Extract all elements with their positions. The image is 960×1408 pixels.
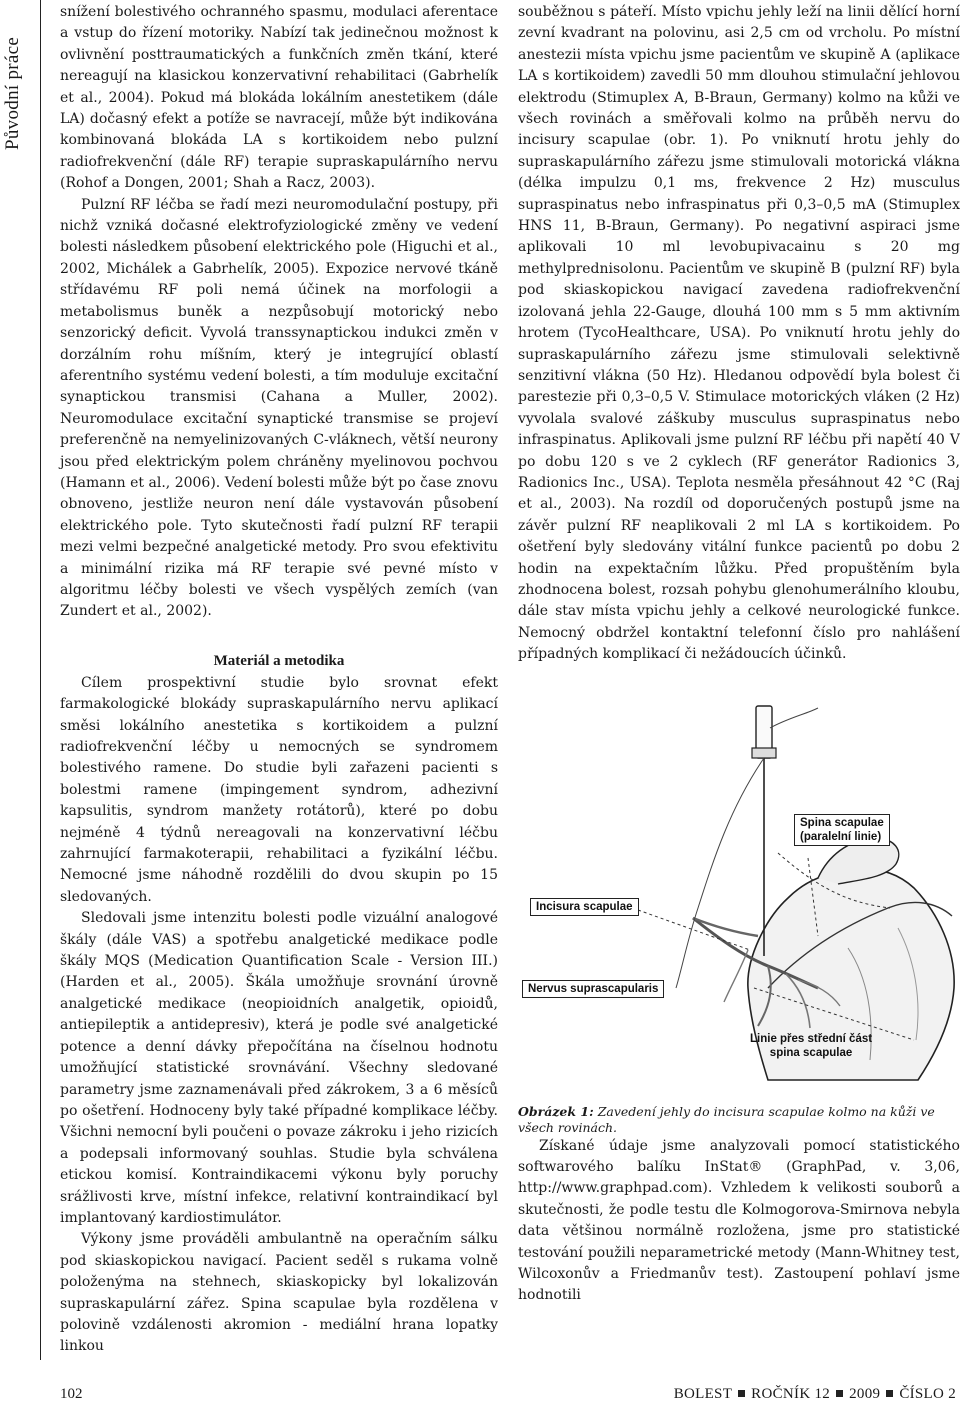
figure-scapula-needle: [518, 688, 960, 1088]
label-line: Linie přes střední část: [750, 1032, 873, 1045]
separator-square: [836, 1390, 843, 1397]
page-number: 102: [60, 1386, 83, 1402]
caption-text: Zavedení jehly do incisura scapulae kolmo na kůži ve všech rovinách.: [518, 1103, 935, 1135]
section-side-label: [0, 0, 41, 1360]
nerve-branch: [724, 950, 748, 1002]
section-heading: Materiál a metodika: [213, 652, 345, 669]
paragraph: Pulzní RF léčba se řadí mezi neuromodulační postupy, při nichž vzniká dočasné elektrofyziologické změny ve vedení bolesti následkem působení elektrického pole (Higuchi et al., 2002, Michálek a Gabrhelík, 2005). Expozice nervové tkáně střídavému RF poli nemá účinek na morfologii a metabolismus buněk a nezpůsobují motorický nebo senzorický deficit. Vyvolá transsynaptickou indukci změn v dorzálním rohu míšním, který je integrující oblastí aferentního systému vedení bolesti, a tím moduluje excitační synaptickou transmisi (Cahana a Muller, 2002). Neuromodulace excitační synaptické transmise se projeví preferenčně na nemyelinizovaných C-vláknech, větší neurony jsou před elektrickým polem chráněny myelinovou pochvou (Hamann et al., 2006). Vedení bolesti může být po čase znovu obnoveno, jestliže neuron není dále vystavován působení elektrického pole. Tyto skutečnosti řadí pulzní RF terapii mezi velmi bezpečné analgetické metody. Pro svou efektivitu a minimální rizika má RF terapie své pevné místo v algoritmu léčby bolesti ve všech vyspělých zemích (van Zundert et al., 2002).: [60, 196, 498, 620]
paragraph: snížení bolestivého ochranného spasmu, modulaci aferentace a vstup do řízení motoriky. Nabízí tak jedinečnou možnost k ovlivnění posttraumatických a funkčních změn tkání, které nereagují na klasickou konzervativní rehabilitaci (Gabrhelík et al., 2004). Pokud má blokáda lokálním anestetikem (dále LA) dočasný efekt a potíže se navracejí, může být indikována kombinovaná blokáda LA s kortikoidem nebo pulzní radiofrekvenční (dále RF) terapie supraskapulárního nervu (Rohof a Dongen, 2001; Shah a Racz, 2003).: [60, 4, 498, 192]
journal-name: BOLEST: [673, 1386, 733, 1402]
needle-wire: [676, 758, 764, 988]
caption-prefix: Obrázek 1:: [518, 1103, 594, 1119]
label-line: (paralelní linie): [800, 830, 882, 843]
paragraph: Získané údaje jsme analyzovali pomocí statistického softwarového balíku InStat® (GraphPad, v. 3,06, http://www.graphpad.com). Vzhledem k velikosti souborů a skutečnosti, že podle testu dle Kolmogorova-Smirnova nebyla data většinou normálně rozložena, jsme pro statistické testování použili neparametrické metody (Mann-Whitney test, Wilcoxonův a Friedmanův test). Zastoupení pohlaví jsme hodnotili: [518, 1137, 960, 1304]
label-incisura-scapulae: Incisura scapulae: [530, 898, 639, 916]
label-linie: [750, 1032, 872, 1060]
label-line: Spina scapulae: [800, 816, 884, 829]
label-spina-scapulae: [794, 814, 890, 846]
right-column: [518, 2, 960, 1307]
left-column: [60, 2, 498, 1358]
label-line: spina scapulae: [769, 1046, 853, 1059]
needle-grip: [752, 748, 776, 758]
scapula-illustration: [518, 688, 960, 1088]
journal-footer: [674, 1386, 956, 1403]
needle-wire: [770, 708, 818, 728]
paragraph: Výkony jsme prováděli ambulantně na operačním sálku pod skiaskopickou navigací. Pacient seděl s rukama volně položenýma na stehnech, skiaskopicky byl lokalizován supraskapulární zářez. Spina scapulae byla rozdělena v polovině vzdálenosti akromion - mediální hrana lopatky linkou: [60, 1231, 498, 1355]
journal-issue: ČÍSLO 2: [899, 1386, 956, 1402]
paragraph: Cílem prospektivní studie bylo srovnat efekt farmakologické blokády supraskapulárního nervu aplikací směsi lokálního anestetika s kortikoidem a pulzní radiofrekvenční léčby u nemocných se syndromem bolestivého ramene. Do studie byli zařazeni pacienti s bolestmi ramene (impingement syndrom, adhezivní kapsulitis, syndrom manžety rotátorů), které po dobu nejméně 4 týdnů nereagovali na konzervativní léčbu zahrnující farmakoterapii, rehabilitaci a fyzikální léčbu. Nemocné jsme náhodně rozdělili do dvou skupin po 15 sledovaných.: [60, 674, 498, 905]
figure-caption: [518, 1104, 960, 1136]
separator-square: [886, 1390, 893, 1397]
label-nervus-suprascapularis: Nervus suprascapularis: [522, 980, 664, 998]
journal-volume: ROČNÍK 12: [751, 1386, 831, 1402]
paragraph: souběžnou s páteří. Místo vpichu jehly leží na linii dělící horní zevní kvadrant na polovinu, asi 2,5 cm od vrcholu. Po místní anestezii místa vpichu jsme pacientům ve skupině A (aplikace LA s kortikoidem) zavedli 50 mm dlouhou stimulační jehlovou elektrodu (Stimuplex A, B-Braun, Germany) kolmo na kůži ve všech rovinách a směřovali kolmo na průběh nervu do incisury scapulae (obr. 1). Po vniknutí hrotu jehly do supraskapulárního zářezu jsme stimulovali motorická vlákna (délka impulzu 0,1 ms, frekvence 2 Hz) musculus supraspinatus nebo infraspinatus při 0,3–0,5 mA (Stimuplex HNS 11, B-Braun, Germany). Po negativní aspiraci jsme aplikovali 10 ml levobupivacainu s 20 mg methylprednisolonu. Pacientům ve skupině B (pulzní RF) byla pod skiaskopickou navigací zavedena radiofrekvenční izolovaná jehla 22-Gauge, dlouhá 100 mm s 5 mm aktivním hrotem (TycoHealthcare, USA). Po vniknutí hrotu jehly do supraskapulárního zářezu jsme stimulovali selektivně senzitivní vlákna (50 Hz). Hledanou odpovědí byla bolest či parestezie při 0,3–0,5 V. Stimulace motorických vláken (2 Hz) vyvolala svalové záškuby musculus supraspinatus nebo infraspinatus. Aplikovali jsme pulzní RF léčbu při napětí 40 V po dobu 120 s ve 2 cyklech (RF generátor Radionics 3, Radionics Inc., USA). Teplota nesměla přesáhnout 42 °C (Raj et al., 2003). Na rozdíl od doporučených postupů jsme na závěr pulzní RF neaplikovali 2 ml LA s kortikoidem. Po ošetření byly sledovány vitální funkce pacientů po dobu 2 hodin na expektačním lůžku. Před propuštěním byla zhodnocena bolest, rozsah pohybu glenohumerálního kloubu, dále stav místa vpichu jehly a celkové neurologické funkce. Nemocný obdržel kontaktní telefonní číslo pro nahlášení případných komplikací či nežádoucích účinků.: [518, 4, 960, 663]
journal-year: 2009: [849, 1386, 881, 1402]
section-side-label-text: Původní práce: [2, 36, 23, 150]
paragraph: Sledovali jsme intenzitu bolesti podle vizuální analogové škály (dále VAS) a spotřebu analgetické medikace podle škály MQS (Medication Quantification Scale - Version III.) (Harden et al., 2005). Škála umožňuje srovnání úrovně analgetické medikace (neopioidních analgetik, opioidů, antiepileptik a antidepresiv), která je podle své analgetické potence a denní dávky přepočítána na číselnou hodnotu umožňující statistické srovnávání. Všechny sledované parametry jsme zaznamenávali před zákrokem, 3 a 6 měsíců po ošetření. Hodnoceny byly také případné komplikace léčby. Všichni nemocní byli poučeni o povaze zákroku i jeho rizicích a podepsali informovaný souhlas. Studie byla schválena etickou komisí. Kontraindikacemi výkonu byly poruchy srážlivosti krve, místní infekce, relativní kontraindikací byl implantovaný kardiostimulátor.: [60, 910, 498, 1226]
separator-square: [738, 1390, 745, 1397]
